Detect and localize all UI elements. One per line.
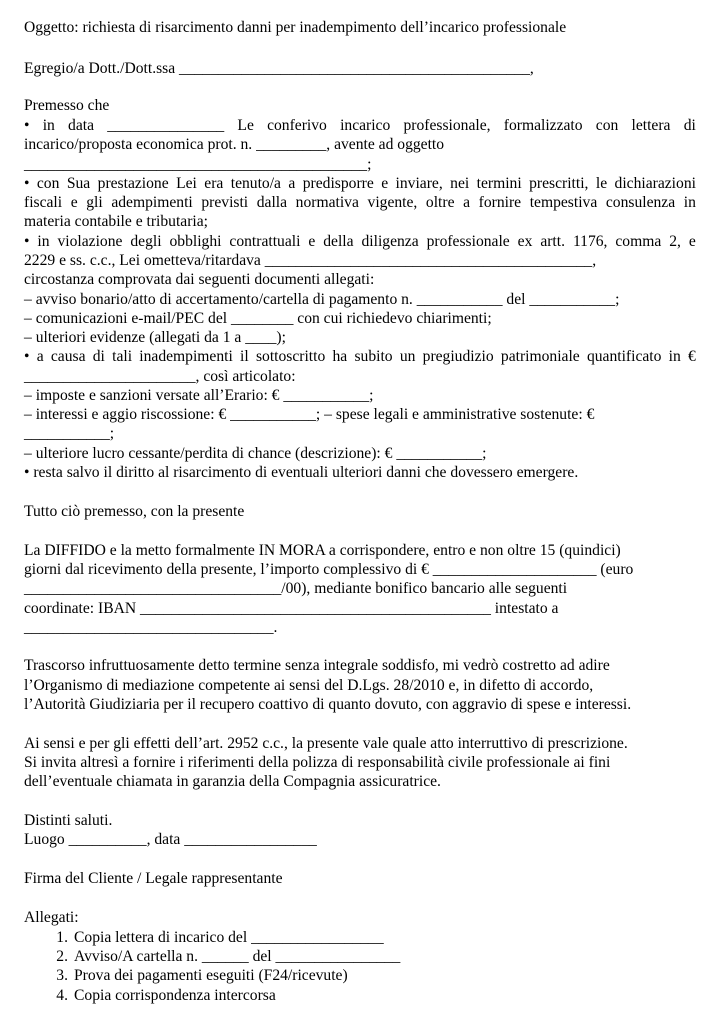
letter-line: Ai sensi e per gli effetti dell’art. 2952 c.c., la presente vale quale atto interruttivo di prescrizione. [24, 735, 628, 752]
letter-line: materia contabile e tributaria; [24, 213, 209, 230]
attachment-text: Avviso/A cartella n. ______ del ________________ [74, 948, 401, 965]
attachment-text: Copia lettera di incarico del _________________ [74, 929, 384, 946]
letter-line: ____________________________________________; [24, 156, 372, 173]
letter-line: 2229 e ss. c.c., Lei ometteva/ritardava __________________________________________, [24, 252, 597, 269]
attachment-item [0, 986, 704, 1005]
letter-line: – comunicazioni e-mail/PEC del ________ con cui richiedevo chiarimenti; [24, 310, 492, 327]
letter-line: Oggetto: richiesta di risarcimento danni per inadempimento dell’incarico professionale [24, 19, 567, 36]
letter-line: • in data _______________ Le conferivo incarico professionale, formalizzato con lettera di [24, 117, 696, 134]
letter-line: • in violazione degli obblighi contrattuali e della diligenza professionale ex artt. 1176, comma 2, e [24, 233, 696, 250]
letter-line: – avviso bonario/atto di accertamento/cartella di pagamento n. ___________ del ___________; [24, 291, 620, 308]
letter-line: – ulteriore lucro cessante/perdita di chance (descrizione): € ___________; [24, 445, 487, 462]
letter-line: coordinate: IBAN _____________________________________________ intestato a [24, 600, 559, 617]
attachment-item [0, 947, 704, 966]
letter-line: l’Autorità Giudiziaria per il recupero coattivo di quanto dovuto, con aggravio di spese e interessi. [24, 696, 632, 713]
letter-line: dell’eventuale chiamata in garanzia della Compagnia assicuratrice. [24, 773, 441, 790]
letter-line: _________________________________/00), mediante bonifico bancario alle seguenti [24, 580, 568, 597]
letter-line: circostanza comprovata dai seguenti documenti allegati: [24, 271, 375, 288]
letter-line: l’Organismo di mediazione competente ai sensi del D.Lgs. 28/2010 e, in difetto di accordo, [24, 677, 594, 694]
attachment-number: 2. [56, 948, 68, 965]
letter-line: • a causa di tali inadempimenti il sottoscritto ha subito un pregiudizio patrimoniale quantificato in € [24, 348, 696, 365]
attachment-item [0, 966, 704, 985]
letter-line: • con Sua prestazione Lei era tenuto/a a predisporre e inviare, nei termini prescritti, le dichiarazioni [24, 175, 696, 192]
attachment-number: 3. [56, 967, 68, 984]
letter-line: incarico/proposta economica prot. n. _________, avente ad oggetto [24, 136, 445, 153]
letter-line: Si invita altresì a fornire i riferimenti della polizza di responsabilità civile professionale ai fini [24, 754, 611, 771]
attachment-number: 1. [56, 929, 68, 946]
letter-line: fiscali e gli adempimenti previsti dalla normativa vigente, oltre a fornire tempestiva consulenza in [24, 194, 696, 211]
letter-line: – ulteriori evidenze (allegati da 1 a ____); [24, 329, 286, 346]
letter-line: Firma del Cliente / Legale rappresentante [24, 870, 283, 887]
letter-line: ______________________, così articolato: [24, 368, 296, 385]
letter-line: Egregio/a Dott./Dott.ssa _____________________________________________, [24, 60, 534, 77]
letter-line: – imposte e sanzioni versate all’Erario: € ___________; [24, 387, 374, 404]
letter-line: Allegati: [24, 909, 79, 926]
letter-line: • resta salvo il diritto al risarcimento di eventuali ulteriori danni che dovessero emergere. [24, 464, 579, 481]
letter-line: La DIFFIDO e la metto formalmente IN MORA a corrispondere, entro e non oltre 15 (quindici) [24, 542, 621, 559]
letter-line: giorni dal ricevimento della presente, l’importo complessivo di € _____________________ (euro [24, 561, 634, 578]
letter-line: ________________________________. [24, 619, 278, 636]
letter-line: Luogo __________, data _________________ [24, 831, 317, 848]
attachment-text: Prova dei pagamenti eseguiti (F24/ricevute) [74, 967, 348, 984]
letter-line: – interessi e aggio riscossione: € ___________; – spese legali e amministrative sostenute: € [24, 406, 595, 423]
letter-line: Premesso che [24, 97, 110, 114]
letter-line: ___________; [24, 425, 115, 442]
letter-line: Tutto ciò premesso, con la presente [24, 503, 245, 520]
attachment-item [0, 928, 704, 947]
letter-line: Distinti saluti. [24, 812, 113, 829]
attachment-text: Copia corrispondenza intercorsa [74, 987, 276, 1004]
letter-line: Trascorso infruttuosamente detto termine senza integrale soddisfo, mi vedrò costretto ad adire [24, 657, 610, 674]
attachment-number: 4. [56, 987, 68, 1004]
